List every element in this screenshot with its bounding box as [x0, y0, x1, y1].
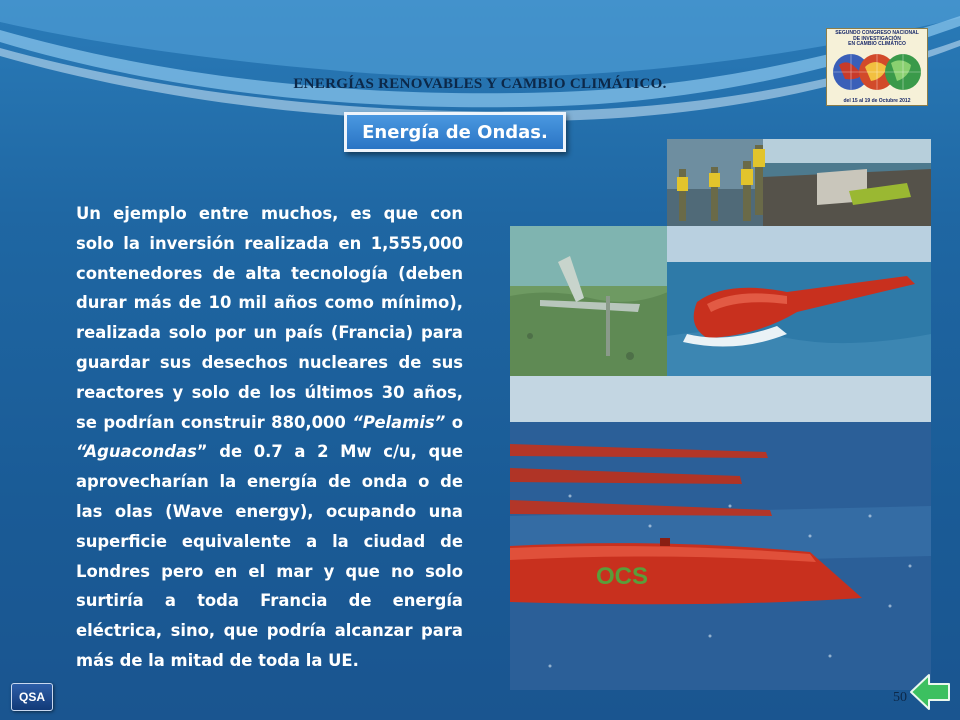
globe-icon: [831, 49, 923, 95]
section-title: Energía de Ondas.: [362, 121, 548, 143]
section-title-box: [344, 112, 566, 152]
qsa-logo-button[interactable]: QSA: [11, 683, 53, 711]
pelamis-surface-photo: [667, 226, 931, 376]
wave-buoys-photo: [667, 139, 931, 227]
pelamis-hull-text: OCS: [596, 563, 649, 590]
back-arrow-icon[interactable]: [909, 672, 953, 712]
page-number: 50: [893, 690, 907, 705]
pelamis-array-photo: [510, 376, 931, 690]
logo-title: SEGUNDO CONGRESO NACIONAL DE INVESTIGACIÓN EN CAMBIO CLIMÁTICO: [835, 30, 919, 47]
logo-date: del 15 al 19 de Octubre 2012: [843, 98, 911, 104]
aguacondas-term: “Aguacondas: [76, 442, 197, 462]
presentation-header-title: ENERGÍAS RENOVABLES Y CAMBIO CLIMÁTICO.: [293, 76, 667, 92]
body-paragraph: Un ejemplo entre muchos, es que con solo la inversión realizada en 1,555,000 contenedores de alta tecnología (deben durar más de 10 mil años como mínimo), realizada solo por un país (Francia) para guardar sus desechos nucleares de sus reactores y solo de los últimos 30 años, se podrían construir 880,000 “Pelamis” o “Aguacondas” de 0.7 a 2 Mw c/u, que aprovecharían la energía de onda o de las olas (Wave energy), ocupando una superficie equivalente a la ciudad de Londres pero en el mar y que no solo surtiría a toda Francia de energía eléctrica, sino, que podría alcanzar para más de la mitad de toda la UE.: [76, 204, 463, 670]
pelamis-term: “Pelamis”: [352, 412, 446, 432]
congress-logo: [826, 28, 928, 106]
underwater-device-photo: [510, 226, 668, 376]
